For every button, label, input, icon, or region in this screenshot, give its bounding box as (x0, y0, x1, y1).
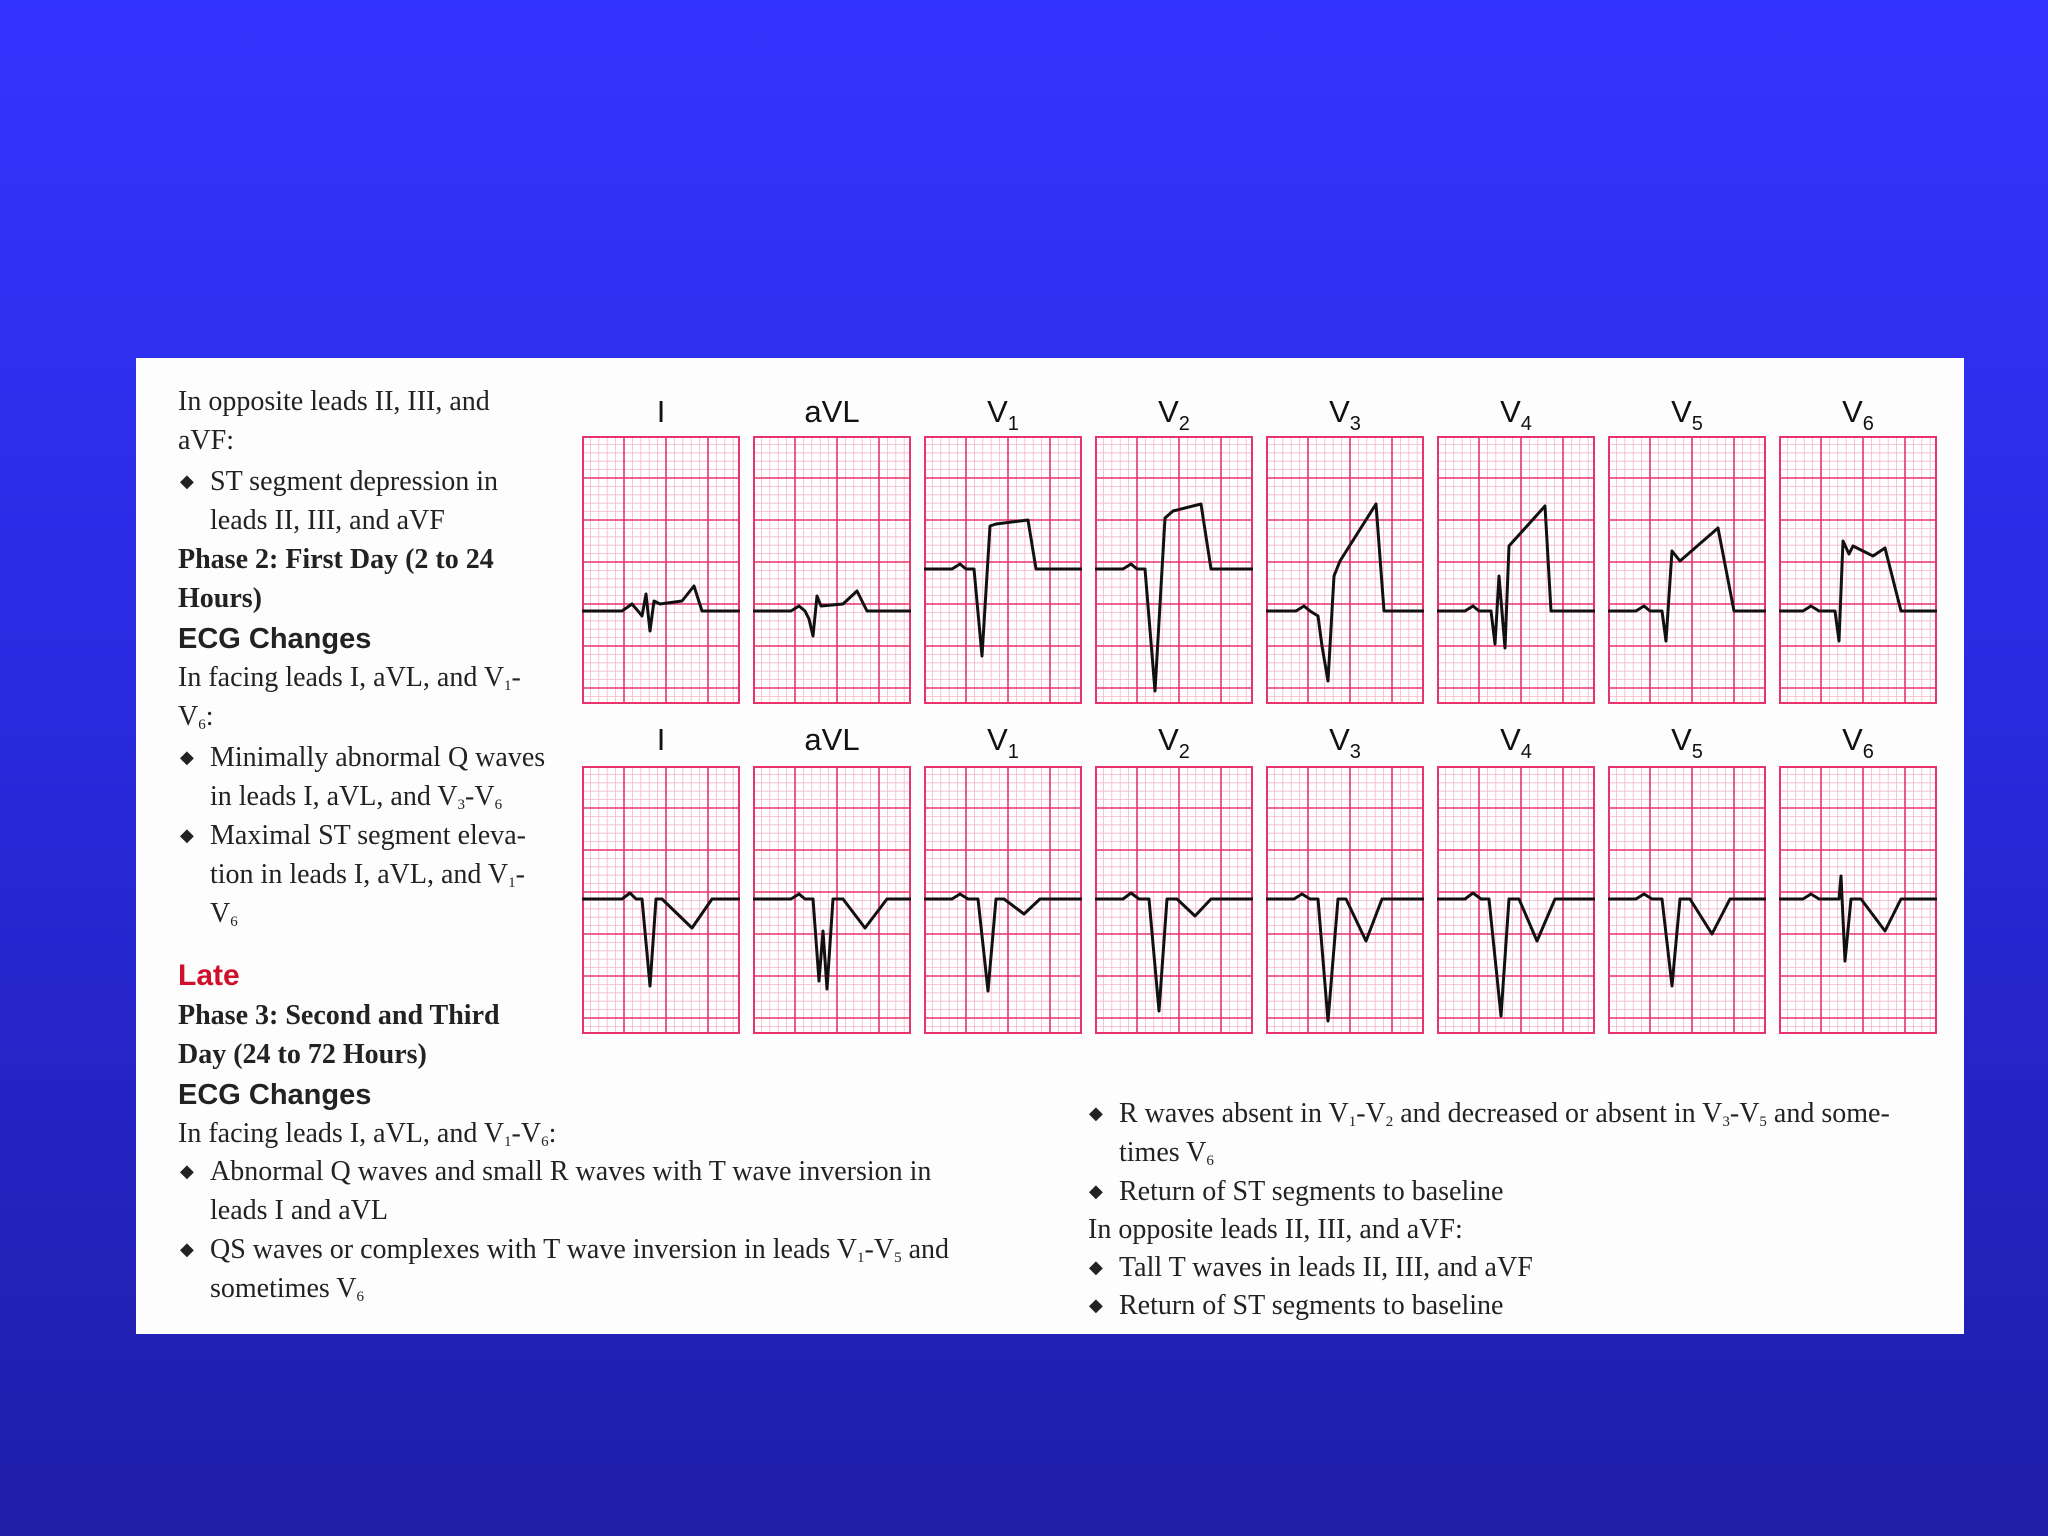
lead-name: aVL (804, 394, 860, 429)
ecg-trace-svg (1095, 766, 1253, 1034)
lead-name: I (656, 394, 666, 429)
bottom-bullet-1: ◆ Abnormal Q waves and small R waves with T wave inversion in leads I and aVL (210, 1152, 931, 1230)
lead-name: V (1671, 722, 1692, 757)
lead-subscript: 1 (1007, 741, 1019, 763)
ecg-trace-svg (1608, 766, 1766, 1034)
right-bullet-3: ◆ Tall T waves in leads II, III, and aVF (1119, 1248, 1533, 1287)
lead-label-bottom-v6 (1779, 722, 1937, 763)
ecg-trace-svg (1779, 766, 1937, 1034)
lead-subscript: 3 (1349, 741, 1361, 763)
ecg-trace-svg (924, 436, 1082, 704)
lead-subscript: 5 (1691, 413, 1703, 435)
lead-label-bottom-v1 (924, 722, 1082, 763)
lead-subscript: 6 (1862, 413, 1874, 435)
ecg-grid-bottom-v2 (1095, 766, 1253, 1034)
ecg-grid-top-v6 (1779, 436, 1937, 704)
lead-subscript: 6 (1862, 741, 1874, 763)
lead-name: V (1158, 722, 1179, 757)
late-label: Late (178, 959, 240, 992)
ecg-trace-svg (1437, 436, 1595, 704)
lead-name: aVL (804, 722, 860, 757)
ecg-grid-bottom-v6 (1779, 766, 1937, 1034)
ecg-grid-top-v3 (1266, 436, 1424, 704)
bottom-facing-intro: In facing leads I, aVL, and $V_1-V_6$: (178, 1118, 557, 1150)
lead-name: V (1671, 394, 1692, 429)
ecg-grid-top-v2 (1095, 436, 1253, 704)
ecg-trace-svg (924, 766, 1082, 1034)
bottom-bullet-2: ◆ QS waves or complexes with T wave inversion in leads $V_1-V_5$ and sometimes $V_6$ (210, 1230, 949, 1308)
phase3-title: Phase 3: Second and Third Day (24 to 72 Hours) (178, 1000, 500, 1070)
facing-leads-intro: In facing leads I, aVL, and $V_1-$ $V_6$: (178, 662, 521, 733)
lead-label-top-avl (753, 394, 911, 430)
lead-name: V (1158, 394, 1179, 429)
ecg-changes-heading-1: ECG Changes (178, 623, 372, 655)
lead-subscript: 2 (1178, 741, 1190, 763)
lead-label-top-i (582, 394, 740, 430)
facing-bullet-2: ◆ Maximal ST segment eleva- tion in leads I, aVL, and $V_1-$ $V_6$ (210, 816, 526, 933)
lead-name: I (656, 722, 666, 757)
ecg-grid-bottom-v3 (1266, 766, 1424, 1034)
ecg-trace-svg (582, 766, 740, 1034)
lead-subscript: 4 (1520, 413, 1532, 435)
phase2-title: Phase 2: First Day (2 to 24 Hours) (178, 544, 494, 614)
right-opposite-intro: In opposite leads II, III, and aVF: (1088, 1214, 1463, 1245)
ecg-trace-svg (753, 436, 911, 704)
lead-label-bottom-avl (753, 722, 911, 758)
lead-name: V (1842, 394, 1863, 429)
lead-label-top-v1 (924, 394, 1082, 435)
opposite-bullet: ◆ ST segment depression in leads II, III, and aVF (210, 462, 498, 540)
facing-bullet-1: ◆ Minimally abnormal Q waves in leads I, aVL, and $V_3-V_6$ (210, 738, 545, 816)
lead-label-bottom-v4 (1437, 722, 1595, 763)
lead-subscript: 2 (1178, 413, 1190, 435)
lead-label-top-v3 (1266, 394, 1424, 435)
ecg-grid-bottom-v4 (1437, 766, 1595, 1034)
ecg-grid-top-v1 (924, 436, 1082, 704)
opposite-leads-intro: In opposite leads II, III, and aVF: (178, 386, 490, 456)
ecg-grid-bottom-v1 (924, 766, 1082, 1034)
lead-name: V (1842, 722, 1863, 757)
ecg-grid-top-i (582, 436, 740, 704)
lead-subscript: 3 (1349, 413, 1361, 435)
lead-label-top-v2 (1095, 394, 1253, 435)
lead-subscript: 5 (1691, 741, 1703, 763)
lead-subscript: 4 (1520, 741, 1532, 763)
ecg-grid-top-avl (753, 436, 911, 704)
ecg-trace-svg (1266, 436, 1424, 704)
ecg-trace-svg (1779, 436, 1937, 704)
textbook-figure-panel (136, 358, 1964, 1334)
lead-name: V (1500, 722, 1521, 757)
lead-name: V (1500, 394, 1521, 429)
right-bullet-2: ◆ Return of ST segments to baseline (1119, 1172, 1503, 1211)
ecg-grid-bottom-v5 (1608, 766, 1766, 1034)
right-bullet-4: ◆ Return of ST segments to baseline (1119, 1286, 1503, 1325)
lead-name: V (1329, 394, 1350, 429)
lead-name: V (987, 394, 1008, 429)
ecg-trace-svg (582, 436, 740, 704)
ecg-trace-svg (1437, 766, 1595, 1034)
ecg-grid-bottom-i (582, 766, 740, 1034)
ecg-trace-svg (1266, 766, 1424, 1034)
ecg-trace-svg (1095, 436, 1253, 704)
lead-subscript: 1 (1007, 413, 1019, 435)
ecg-trace-svg (753, 766, 911, 1034)
lead-label-bottom-v3 (1266, 722, 1424, 763)
right-bullet-1: ◆ R waves absent in $V_1-V_2$ and decreased or absent in $V_3-V_5$ and some- times $V_6$ (1119, 1094, 1890, 1172)
lead-name: V (1329, 722, 1350, 757)
lead-label-bottom-v2 (1095, 722, 1253, 763)
lead-label-top-v4 (1437, 394, 1595, 435)
lead-label-top-v6 (1779, 394, 1937, 435)
ecg-grid-bottom-avl (753, 766, 911, 1034)
ecg-trace-svg (1608, 436, 1766, 704)
lead-label-top-v5 (1608, 394, 1766, 435)
ecg-grid-top-v5 (1608, 436, 1766, 704)
lead-label-bottom-v5 (1608, 722, 1766, 763)
lead-label-bottom-i (582, 722, 740, 758)
ecg-changes-heading-2: ECG Changes (178, 1079, 372, 1111)
ecg-grid-top-v4 (1437, 436, 1595, 704)
lead-name: V (987, 722, 1008, 757)
